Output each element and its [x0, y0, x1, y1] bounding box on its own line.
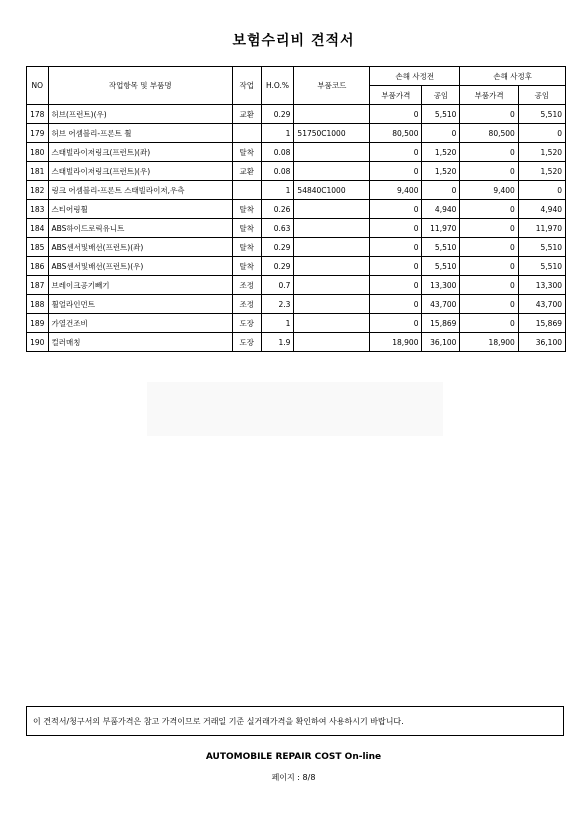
row-after-part-price: 0: [460, 219, 518, 238]
table-row: [27, 124, 566, 143]
table-row: [27, 333, 566, 352]
row-no: 178: [27, 105, 49, 124]
row-after-labor: 43,700: [518, 295, 565, 314]
row-item: 스티어링휠: [48, 200, 232, 219]
row-work: [232, 124, 261, 143]
page-number: 페이지 : 8/8: [271, 773, 316, 782]
row-before-part-price: 0: [370, 276, 422, 295]
row-item: 휠얼라인먼트: [48, 295, 232, 314]
row-before-part-price: 0: [370, 200, 422, 219]
row-item: 허브 어셈블리-프론트 휠: [48, 124, 232, 143]
row-after-part-price: 0: [460, 162, 518, 181]
table-row: [27, 276, 566, 295]
row-no: 179: [27, 124, 49, 143]
row-work: 탈착: [232, 219, 261, 238]
row-item: ABS센서및배선(프런트)(좌): [48, 238, 232, 257]
row-work: 도장: [232, 314, 261, 333]
document-title: 보험수리비 견적서: [232, 33, 355, 49]
row-no: 181: [27, 162, 49, 181]
header-item: 작업항목 및 부품명: [48, 67, 232, 105]
header-before-part-price: 부품가격: [370, 86, 422, 105]
row-before-part-price: 0: [370, 257, 422, 276]
watermark-logo: [147, 382, 443, 436]
row-hours: 0.08: [261, 162, 294, 181]
row-after-part-price: 0: [460, 295, 518, 314]
row-hours: 0.29: [261, 257, 294, 276]
row-work: 조정: [232, 295, 261, 314]
row-before-labor: 15,869: [422, 314, 460, 333]
row-before-labor: 1,520: [422, 162, 460, 181]
row-no: 186: [27, 257, 49, 276]
row-after-labor: 15,869: [518, 314, 565, 333]
row-before-labor: 4,940: [422, 200, 460, 219]
row-hours: 1: [261, 314, 294, 333]
table-row: [27, 238, 566, 257]
row-part-code: [294, 295, 370, 314]
row-hours: 0.08: [261, 143, 294, 162]
row-after-labor: 1,520: [518, 143, 565, 162]
table-row: [27, 143, 566, 162]
row-no: 185: [27, 238, 49, 257]
row-before-part-price: 0: [370, 238, 422, 257]
row-after-labor: 5,510: [518, 238, 565, 257]
row-part-code: [294, 200, 370, 219]
table-row: [27, 105, 566, 124]
row-before-part-price: 9,400: [370, 181, 422, 200]
header-after-group: 손해 사정후: [460, 67, 566, 86]
row-before-part-price: 0: [370, 143, 422, 162]
row-after-part-price: 0: [460, 276, 518, 295]
table-row: [27, 162, 566, 181]
row-part-code: 51750C1000: [294, 124, 370, 143]
row-before-labor: 5,510: [422, 257, 460, 276]
row-after-part-price: 0: [460, 105, 518, 124]
row-after-labor: 11,970: [518, 219, 565, 238]
header-no: NO: [27, 67, 49, 105]
row-item: 스태빌라이저링크(프런트)(우): [48, 162, 232, 181]
estimate-table: [26, 66, 566, 352]
row-part-code: [294, 219, 370, 238]
row-item: 컬러매칭: [48, 333, 232, 352]
row-after-part-price: 0: [460, 314, 518, 333]
row-after-part-price: 0: [460, 257, 518, 276]
row-no: 187: [27, 276, 49, 295]
row-no: 182: [27, 181, 49, 200]
header-before-group: 손해 사정전: [370, 67, 460, 86]
row-after-labor: 4,940: [518, 200, 565, 219]
row-after-part-price: 9,400: [460, 181, 518, 200]
header-after-labor: 공임: [518, 86, 565, 105]
row-work: 탈착: [232, 143, 261, 162]
table-row: [27, 295, 566, 314]
row-hours: 0.7: [261, 276, 294, 295]
table-row: [27, 219, 566, 238]
header-work: 작업: [232, 67, 261, 105]
row-no: 188: [27, 295, 49, 314]
row-work: 교환: [232, 105, 261, 124]
row-part-code: [294, 257, 370, 276]
row-before-labor: 11,970: [422, 219, 460, 238]
row-after-part-price: 18,900: [460, 333, 518, 352]
row-no: 190: [27, 333, 49, 352]
row-hours: 1.9: [261, 333, 294, 352]
row-after-labor: 0: [518, 124, 565, 143]
row-before-labor: 5,510: [422, 105, 460, 124]
header-hours: H.O.%: [261, 67, 294, 105]
row-before-part-price: 18,900: [370, 333, 422, 352]
row-work: 탈착: [232, 238, 261, 257]
row-part-code: [294, 276, 370, 295]
row-before-part-price: 0: [370, 295, 422, 314]
row-before-labor: 0: [422, 181, 460, 200]
row-work: 도장: [232, 333, 261, 352]
row-before-labor: 1,520: [422, 143, 460, 162]
row-after-part-price: 0: [460, 238, 518, 257]
disclaimer-notice: 이 견적서/청구서의 부품가격은 참고 가격이므로 거래일 기준 실거래가격을 확인하여 사용하시기 바랍니다.: [26, 706, 564, 736]
row-after-labor: 13,300: [518, 276, 565, 295]
header-part-code: 부품코드: [294, 67, 370, 105]
row-before-part-price: 0: [370, 219, 422, 238]
row-item: ABS하이드로릭유니트: [48, 219, 232, 238]
row-part-code: [294, 333, 370, 352]
row-item: 브레이크공기빼기: [48, 276, 232, 295]
row-work: 탈착: [232, 200, 261, 219]
row-before-labor: 0: [422, 124, 460, 143]
row-after-part-price: 80,500: [460, 124, 518, 143]
row-hours: 0.29: [261, 105, 294, 124]
row-before-part-price: 0: [370, 105, 422, 124]
row-before-labor: 43,700: [422, 295, 460, 314]
row-hours: 0.63: [261, 219, 294, 238]
table-row: [27, 257, 566, 276]
row-item: 링크 어셈블리-프론트 스태빌라이저,우측: [48, 181, 232, 200]
row-after-labor: 0: [518, 181, 565, 200]
row-part-code: [294, 105, 370, 124]
table-row: [27, 314, 566, 333]
table-row: [27, 181, 566, 200]
row-work: 교환: [232, 162, 261, 181]
row-no: 180: [27, 143, 49, 162]
header-after-part-price: 부품가격: [460, 86, 518, 105]
row-part-code: [294, 162, 370, 181]
row-before-labor: 5,510: [422, 238, 460, 257]
row-item: 가열건조비: [48, 314, 232, 333]
row-after-labor: 5,510: [518, 257, 565, 276]
row-hours: 1: [261, 124, 294, 143]
row-part-code: [294, 143, 370, 162]
row-before-part-price: 0: [370, 162, 422, 181]
row-no: 184: [27, 219, 49, 238]
header-before-labor: 공임: [422, 86, 460, 105]
row-hours: 0.29: [261, 238, 294, 257]
table-row: [27, 200, 566, 219]
row-work: 탈착: [232, 257, 261, 276]
row-part-code: [294, 238, 370, 257]
row-item: 스태빌라이저링크(프런트)(좌): [48, 143, 232, 162]
row-before-labor: 13,300: [422, 276, 460, 295]
row-hours: 1: [261, 181, 294, 200]
row-hours: 0.26: [261, 200, 294, 219]
row-after-part-price: 0: [460, 200, 518, 219]
row-item: 허브(프런트)(우): [48, 105, 232, 124]
row-before-part-price: 80,500: [370, 124, 422, 143]
row-no: 183: [27, 200, 49, 219]
row-part-code: 54840C1000: [294, 181, 370, 200]
row-part-code: [294, 314, 370, 333]
row-no: 189: [27, 314, 49, 333]
row-after-labor: 36,100: [518, 333, 565, 352]
row-work: 조정: [232, 276, 261, 295]
row-work: [232, 181, 261, 200]
row-before-part-price: 0: [370, 314, 422, 333]
row-after-labor: 5,510: [518, 105, 565, 124]
row-hours: 2.3: [261, 295, 294, 314]
row-after-part-price: 0: [460, 143, 518, 162]
row-before-labor: 36,100: [422, 333, 460, 352]
row-after-labor: 1,520: [518, 162, 565, 181]
footer-title: AUTOMOBILE REPAIR COST On-line: [205, 752, 382, 762]
row-item: ABS센서및배선(프런트)(우): [48, 257, 232, 276]
